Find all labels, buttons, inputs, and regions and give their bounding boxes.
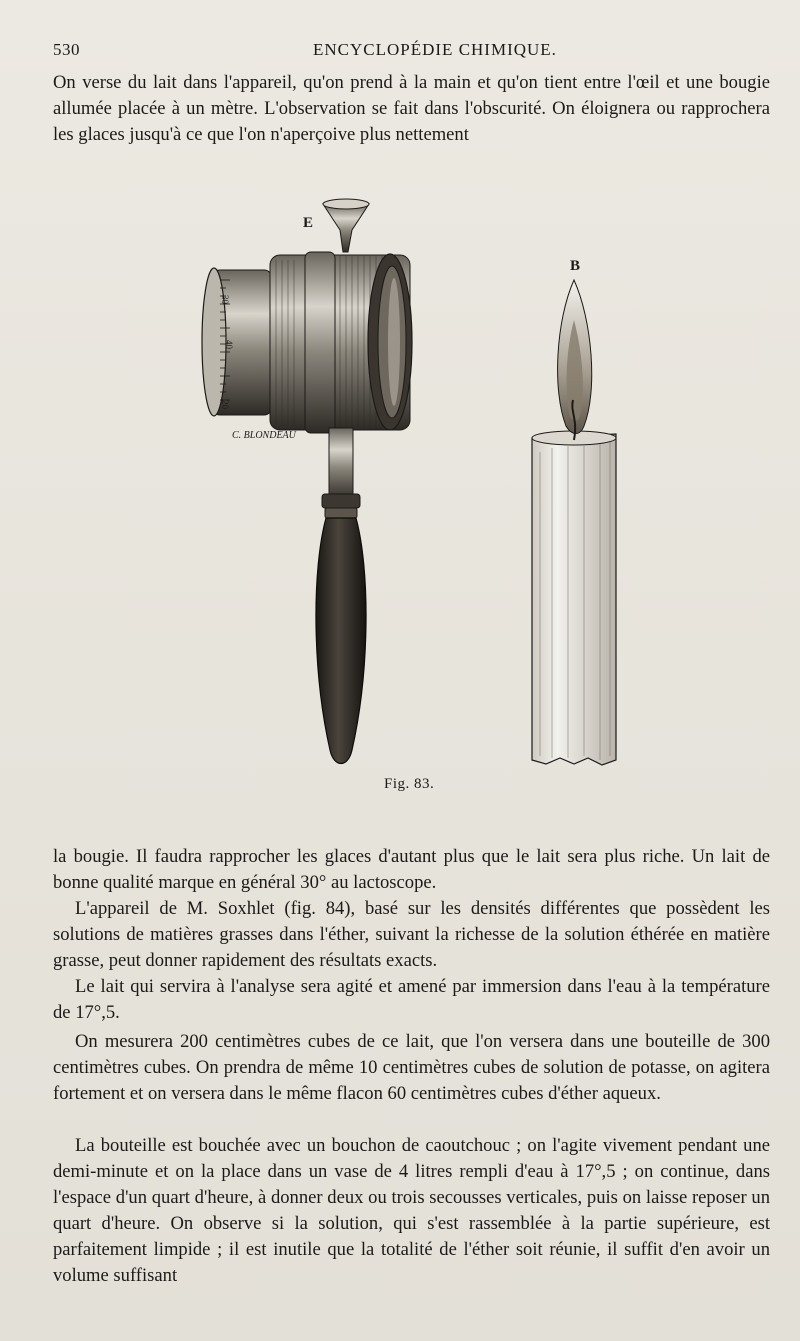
funnel-e: [323, 199, 369, 252]
candle-flame: [558, 280, 592, 440]
lactoscope-and-candle-engraving: [180, 190, 640, 810]
label-b: B: [570, 258, 581, 274]
figure-83: [180, 190, 640, 810]
wooden-handle: [316, 518, 366, 764]
figure-caption: Fig. 83.: [384, 776, 435, 792]
paragraph-lait-agite: Le lait qui servira à l'analyse sera agité et amené par immersion dans l'eau à la température de 17°,5.: [53, 976, 770, 1023]
paragraph-bouteille: La bouteille est bouchée avec un bouchon de caoutchouc ; on l'agite vivement pendant une demi-minute et on la place dans un vase de 4 litres rempli d'eau à 17°,5 ; on continue, dans l'espace d'un quart d'heure, à donner deux ou trois secousses verticales, puis on laisse reposer un quart d'heure. On observe si la solution, qui s'est rassemblée à la partie supérieure, est parfaitement limpide ; il est inutile que la totalité de l'éther soit réunie, il suffit d'en avoir un volume suffisant: [53, 1135, 770, 1286]
engraver-signature: C. BLONDEAU: [232, 430, 296, 441]
paragraph-soxhlet: L'appareil de M. Soxhlet (fig. 84), basé sur les densités différentes que possèdent les solutions de matières grasses dans l'éther, suivant la richesse de la solution éthérée en matière grasse, peut donner rapidement des résultats exacts.: [53, 898, 770, 971]
lactoscope-stem: [322, 428, 360, 518]
graduated-drum: [202, 268, 272, 416]
page-number: 530: [53, 40, 80, 59]
dial-number-20: 20: [220, 400, 230, 409]
dial-number-40: 40: [224, 340, 234, 349]
page-header: [53, 40, 770, 64]
lactoscope-body: [270, 252, 412, 433]
paragraph-mesurera: On mesurera 200 centimètres cubes de ce lait, que l'on versera dans une bouteille de 300 centimètres cubes. On prendra de même 10 centimètres cubes de solution de potasse, on agitera fortement et on versera dans le même flacon 60 centimètres cubes d'éther aqueux.: [53, 1031, 770, 1104]
paragraph-bougie: la bougie. Il faudra rapprocher les glaces d'autant plus que le lait sera plus riche. Un lait de bonne qualité marque en général 30° au lactoscope.: [53, 846, 770, 893]
candle: [532, 431, 616, 765]
dial-number-30: 30: [220, 295, 230, 304]
running-title: ENCYCLOPÉDIE CHIMIQUE.: [313, 40, 557, 59]
label-e: E: [303, 215, 314, 231]
paragraph-intro: On verse du lait dans l'appareil, qu'on prend à la main et qu'on tient entre l'œil et une bougie allumée placée à un mètre. L'observation se fait dans l'obscurité. On éloignera ou rapprochera les glaces jusqu'à ce que l'on n'aperçoive plus nettement: [53, 72, 770, 145]
